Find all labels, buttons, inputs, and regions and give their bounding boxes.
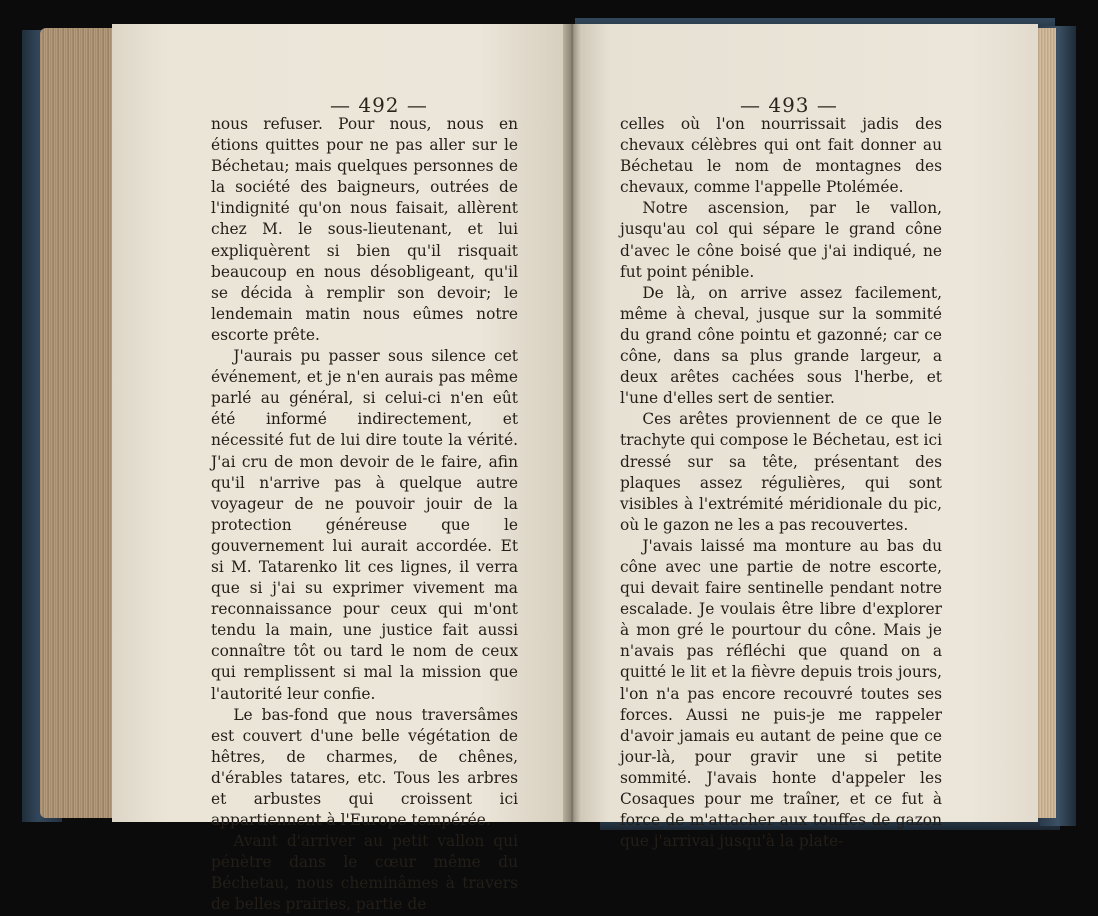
paragraph: nous refuser. Pour nous, nous en étions quittes pour ne pas aller sur le Béchetau; mais quelques personnes de la société des baigneurs, outrées de l'indignité qu'on nous faisait, allèrent chez M. le sous-lieutenant, et lui expliquèrent si bien qu'il risquait beaucoup en nous désobligeant, qu'il se décida à remplir son devoir; le lendemain matin nous eûmes notre escorte prête. (211, 115, 518, 344)
right-page-text (620, 114, 942, 852)
paragraph: celles où l'on nourrissait jadis des chevaux célèbres qui ont fait donner au Béchetau le nom de montagnes des chevaux, comme l'appelle Ptolémée. (620, 115, 942, 197)
paragraph: J'avais laissé ma monture au bas du cône avec une partie de notre escorte, qui devait faire sentinelle pendant notre escalade. Je voulais être libre d'explorer à mon gré le pourtour du cône. Mais je n'avais pas réfléchi que quand on a quitté le lit et la fièvre depuis trois jours, l'on n'a pas encore recouvré toutes ses forces. Aussi ne puis-je me rappeler d'avoir jamais eu autant de peine que ce jour-là, pour gravir une si petite sommité. J'avais honte d'appeler les Cosaques pour me traîner, et ce fut à force de m'attacher aux touffes de gazon que j'arrivai jusqu'à la plate- (620, 536, 942, 851)
paragraph: De là, on arrive assez facilement, même à cheval, jusque sur la sommité du grand cône pointu et gazonné; car ce cône, dans sa plus grande largeur, a deux arêtes cachées sous l'herbe, et l'une d'elles sert de sentier. (620, 283, 942, 408)
paragraph: Ces arêtes proviennent de ce que le trachyte qui compose le Béchetau, est ici dressé sur sa tête, présentant des plaques assez régulières, qui sont visibles à l'extrémité méridionale du pic, où le gazon ne les a pas recouvertes. (620, 410, 942, 534)
left-page-number: — 492 — (330, 93, 428, 117)
book-gutter (563, 24, 581, 822)
paragraph: Avant d'arriver au petit vallon qui pénètre dans le cœur même du Béchetau, nous cheminâmes à travers de belles prairies, partie de (211, 832, 518, 914)
paragraph: Notre ascension, par le vallon, jusqu'au col qui sépare le grand cône d'avec le cône boisé que j'ai indiqué, ne fut point pénible. (620, 199, 942, 281)
right-page-number: — 493 — (740, 93, 838, 117)
paragraph: J'aurais pu passer sous silence cet événement, et je n'en aurais pas même parlé au général, si celui-ci n'en eût été informé indirectement, et nécessité fut de lui dire toute la vérité. J'ai cru de mon devoir de le faire, afin qu'il n'arrive pas à quelque autre voyageur de ne pouvoir jouir de la protection généreuse que le gouvernement lui aurait accordée. Et si M. Tatarenko lit ces lignes, il verra que si j'ai su exprimer vivement ma reconnaissance pour ceux qui m'ont tendu la main, une justice fait aussi connaître tôt ou tard le nom de ceux qui remplissent si mal la mission que l'autorité leur confie. (211, 347, 518, 703)
left-page-text (211, 114, 518, 916)
page-stack-left (40, 28, 120, 818)
paragraph: Le bas-fond que nous traversâmes est couvert d'une belle végétation de hêtres, de charmes, de chênes, d'érables tatares, etc. Tous les arbres et arbustes qui croissent ici appartiennent à l'Europe tempérée. (211, 705, 518, 830)
